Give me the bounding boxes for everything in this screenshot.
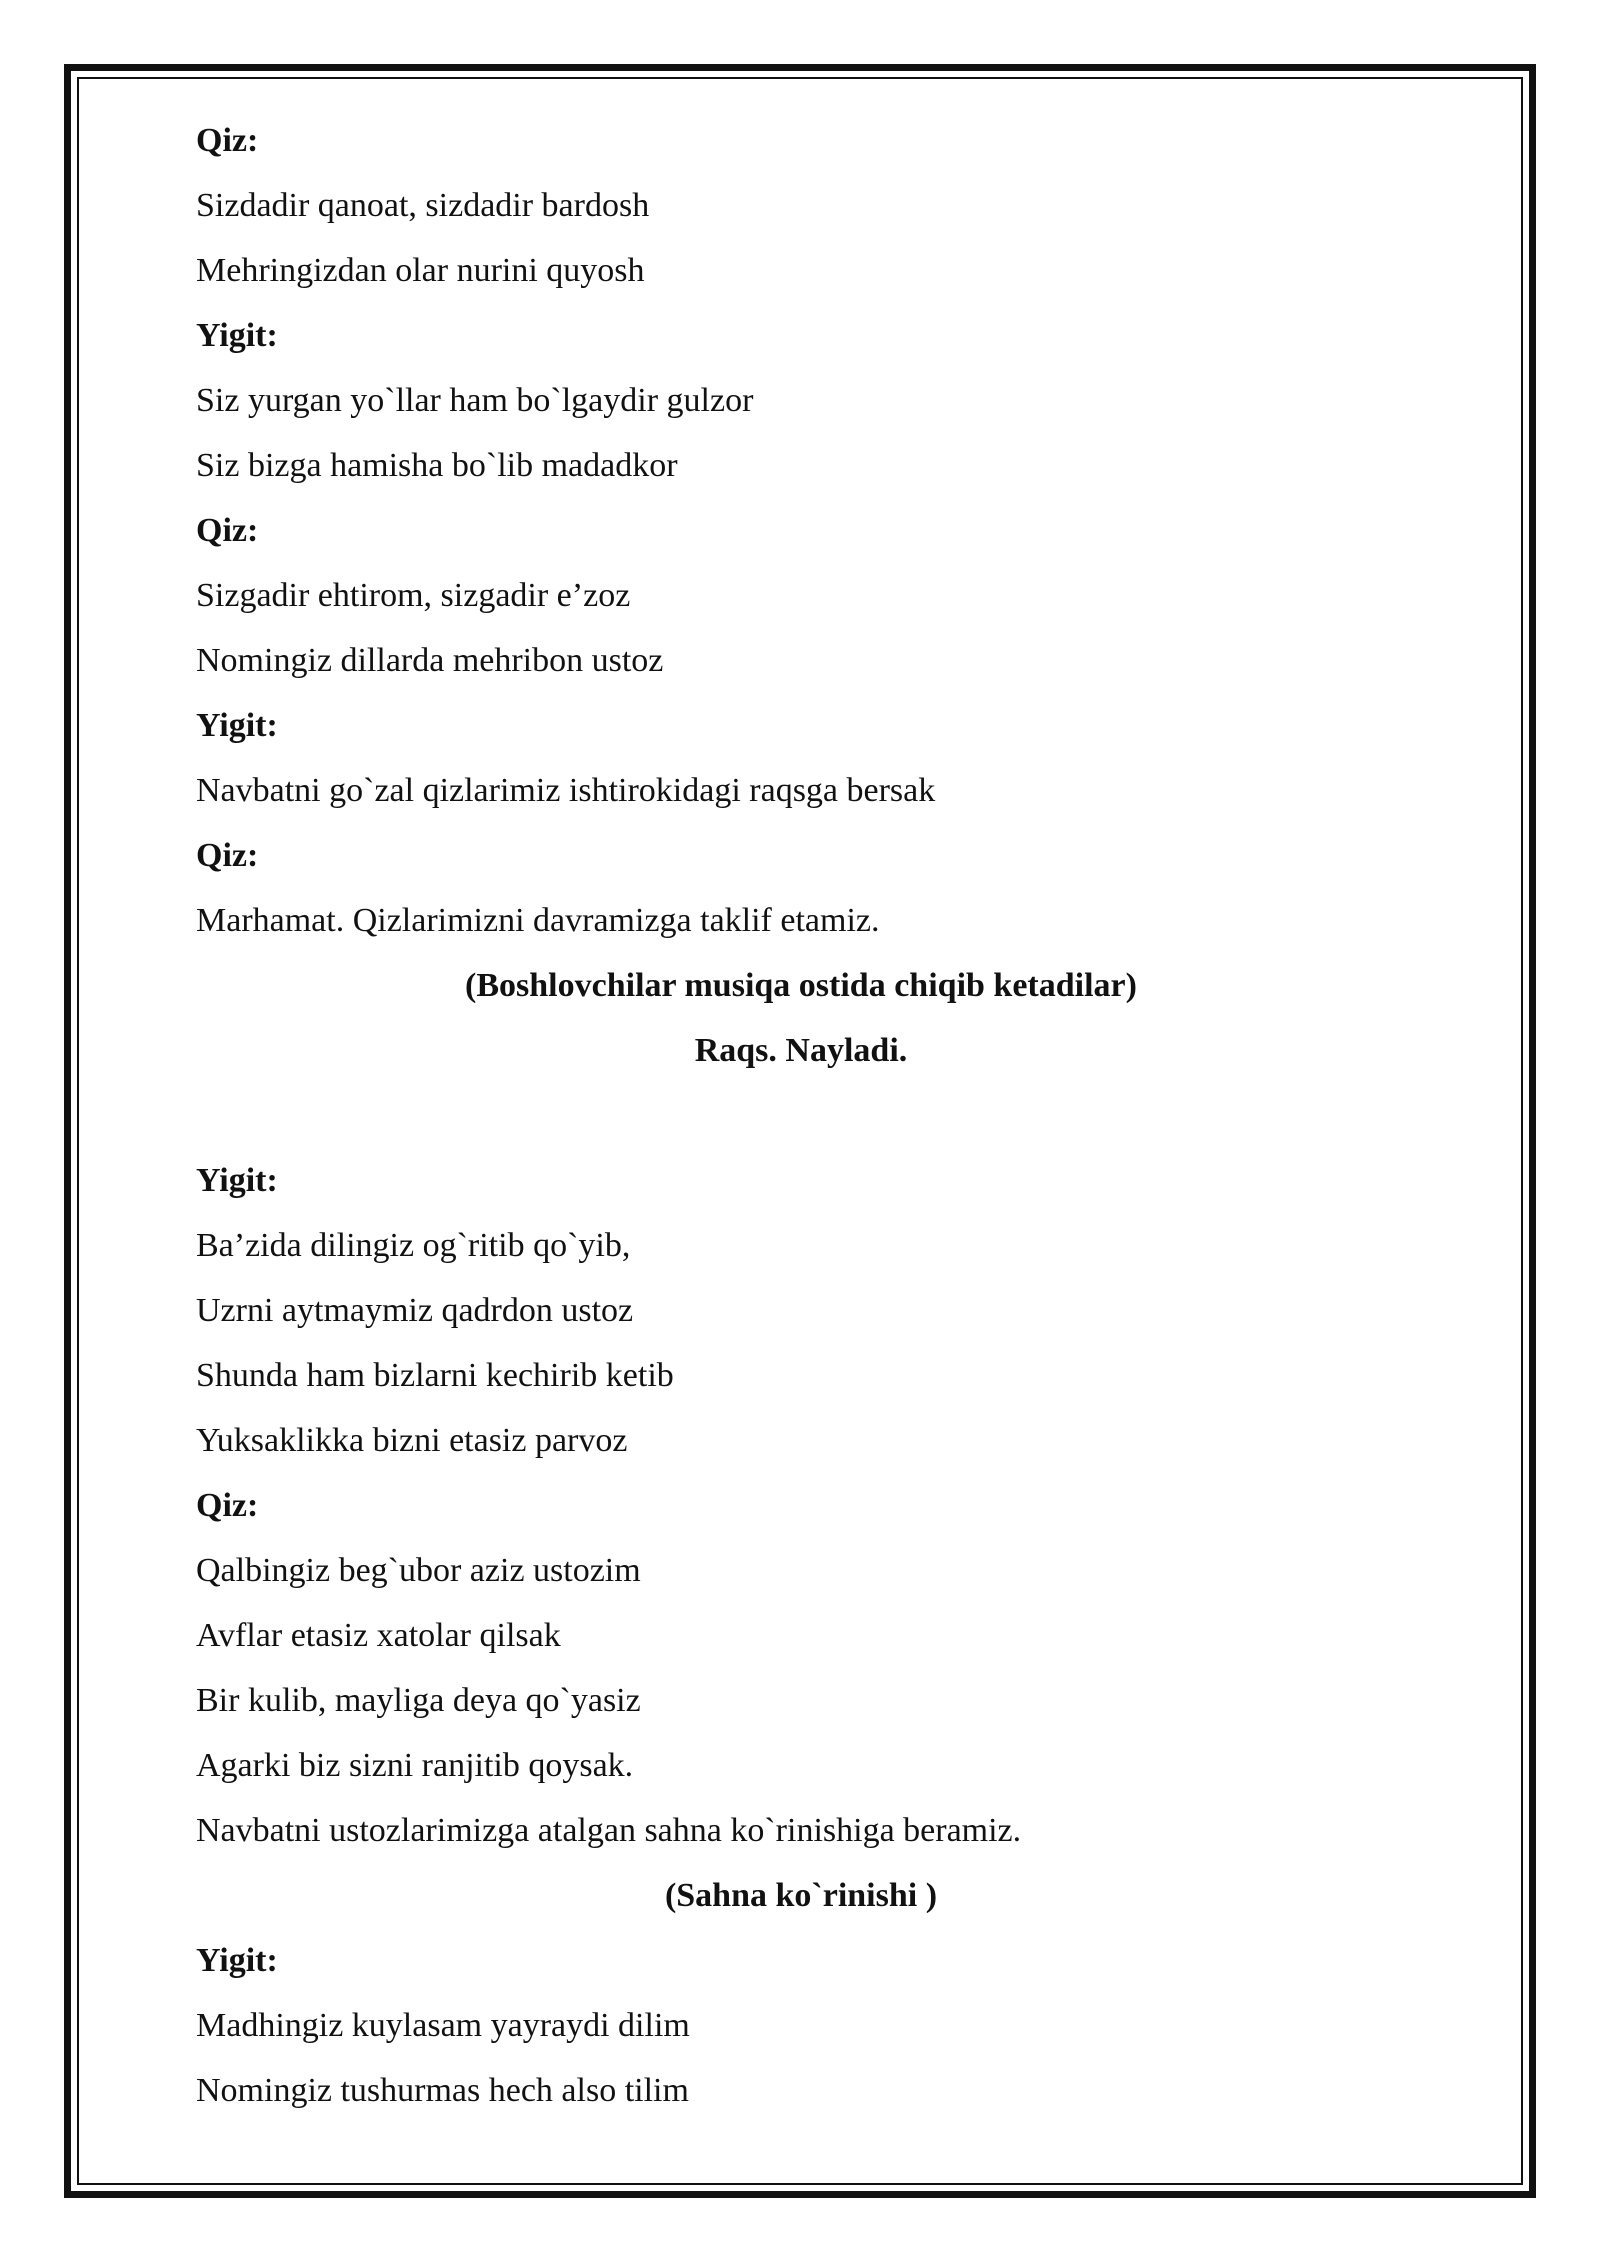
- document-body: [196, 108, 1406, 2123]
- verse-line: Navbatni go`zal qizlarimiz ishtirokidagi raqsga bersak: [196, 772, 936, 809]
- verse-line: Bir kulib, mayliga deya qo`yasiz: [196, 1682, 641, 1719]
- blank-line: [196, 1083, 1406, 1148]
- verse-line: Siz yurgan yo`llar ham bo`lgaydir gulzor: [196, 382, 754, 419]
- speaker-label: Yigit:: [196, 707, 278, 744]
- verse-line: Qalbingiz beg`ubor aziz ustozim: [196, 1552, 641, 1589]
- verse-line: Ba’zida dilingiz og`ritib qo`yib,: [196, 1227, 631, 1264]
- verse-line: Navbatni ustozlarimizga atalgan sahna ko`rinishiga beramiz.: [196, 1812, 1022, 1849]
- speaker-label: Qiz:: [196, 122, 259, 159]
- verse-line: Sizgadir ehtirom, sizgadir e’zoz: [196, 577, 631, 614]
- stage-direction: (Sahna ko`rinishi ): [664, 1877, 938, 1914]
- verse-line: Mehringizdan olar nurini quyosh: [196, 252, 645, 289]
- verse-line: Avflar etasiz xatolar qilsak: [196, 1617, 561, 1654]
- stage-direction: (Boshlovchilar musiqa ostida chiqib ketadilar): [465, 967, 1137, 1004]
- verse-line: Yuksaklikka bizni etasiz parvoz: [196, 1422, 628, 1459]
- section-heading: Raqs. Nayladi.: [694, 1032, 908, 1069]
- verse-line: Madhingiz kuylasam yayraydi dilim: [196, 2007, 690, 2044]
- speaker-label: Qiz:: [196, 837, 259, 874]
- verse-line: Uzrni aytmaymiz qadrdon ustoz: [196, 1292, 634, 1329]
- verse-line: Nomingiz dillarda mehribon ustoz: [196, 642, 664, 679]
- verse-line: Marhamat. Qizlarimizni davramizga taklif etamiz.: [196, 902, 880, 939]
- verse-line: Nomingiz tushurmas hech also tilim: [196, 2072, 689, 2109]
- speaker-label: Yigit:: [196, 1942, 278, 1979]
- verse-line: Agarki biz sizni ranjitib qoysak.: [196, 1747, 634, 1784]
- speaker-label: Yigit:: [196, 1162, 278, 1199]
- verse-line: Sizdadir qanoat, sizdadir bardosh: [196, 187, 650, 224]
- verse-line: Shunda ham bizlarni kechirib ketib: [196, 1357, 674, 1394]
- verse-line: Siz bizga hamisha bo`lib madadkor: [196, 447, 678, 484]
- speaker-label: Qiz:: [196, 512, 259, 549]
- speaker-label: Qiz:: [196, 1487, 259, 1524]
- speaker-label: Yigit:: [196, 317, 278, 354]
